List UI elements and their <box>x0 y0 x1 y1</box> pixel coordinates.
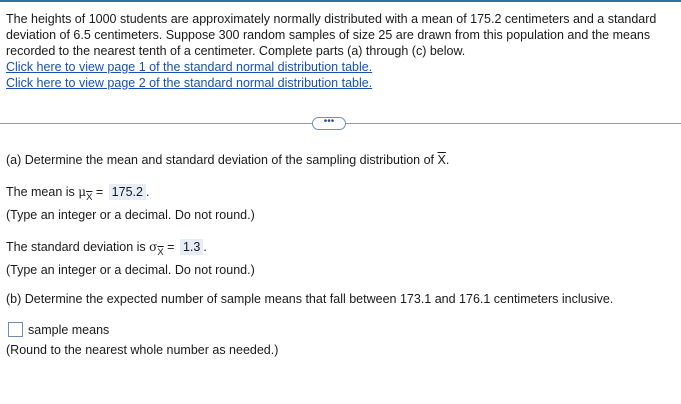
mu-symbol: μ <box>78 185 87 199</box>
expand-more-button[interactable] <box>312 117 346 130</box>
mean-answer-field[interactable]: 175.2 <box>109 184 146 200</box>
problem-statement <box>6 11 674 91</box>
part-a-question <box>6 152 449 168</box>
mean-period: . <box>145 185 150 199</box>
problem-text: The heights of 1000 students are approximately normally distributed with a mean of 175.2 centimeters and a standard deviation of 6.5 centimeters. Suppose 300 random samples of size 25 are drawn from this population and the means recorded to the nearest tenth of a centimeter. Complete parts (a) through (c) below. <box>6 12 657 58</box>
normal-table-page-1-link[interactable]: Click here to view page 1 of the standard normal distribution table. <box>6 60 373 74</box>
sd-label: The standard deviation is <box>6 240 150 254</box>
part-b-hint: (Round to the nearest whole number as needed.) <box>6 343 279 357</box>
equals-sign: = <box>92 185 107 199</box>
mean-label: The mean is <box>6 185 79 199</box>
sd-hint: (Type an integer or a decimal. Do not round.) <box>6 263 255 277</box>
part-a-question-end: . <box>445 153 450 167</box>
sd-answer-row <box>6 239 207 257</box>
sigma-symbol: σ <box>149 240 158 254</box>
normal-table-page-2-link[interactable]: Click here to view page 2 of the standard normal distribution table. <box>6 76 373 90</box>
mean-answer-row <box>6 184 149 202</box>
x-bar-subscript: $\overline{X}$ <box>157 247 164 258</box>
equals-sign: = <box>163 240 178 254</box>
ellipsis-icon: ••• <box>323 115 335 127</box>
x-bar-symbol: $\overline{X}$ <box>437 153 446 167</box>
sample-means-label: sample means <box>28 323 110 337</box>
sample-means-answer-input[interactable] <box>8 322 23 337</box>
mean-hint: (Type an integer or a decimal. Do not round.) <box>6 208 255 222</box>
part-b-question: (b) Determine the expected number of sample means that fall between 173.1 and 176.1 centimeters inclusive. <box>6 292 614 306</box>
part-a-question-text: (a) Determine the mean and standard deviation of the sampling distribution of <box>6 153 438 167</box>
top-accent-bar <box>0 0 681 2</box>
sd-answer-field[interactable]: 1.3 <box>180 239 203 255</box>
sd-period: . <box>203 240 207 254</box>
x-bar-subscript: $\overline{X}$ <box>86 192 93 203</box>
